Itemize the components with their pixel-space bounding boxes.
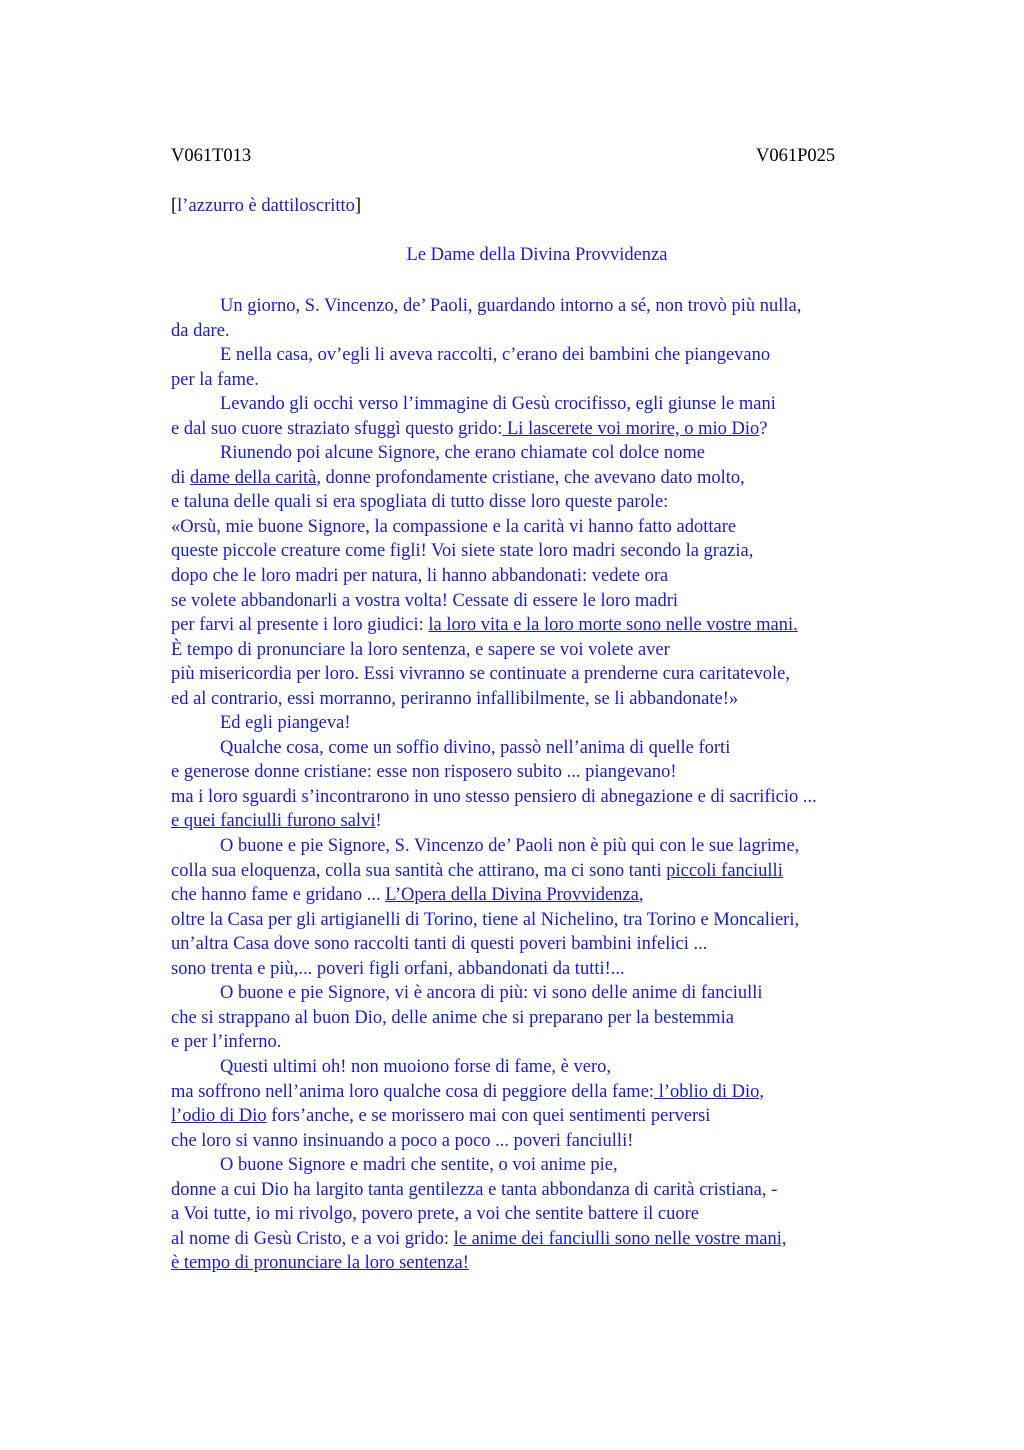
text-line [171,1202,911,1227]
text-run: Riunendo poi alcune Signore, che erano chiamate col dolce nome [220,443,705,464]
text-line [171,932,911,957]
text-line [171,294,911,319]
header-right-code: V061P025 [756,146,836,166]
text-run: «Orsù, mie buone Signore, la compassione e la carità vi hanno fatto adottare [171,516,737,537]
underlined-text: l’odio di Dio [171,1106,267,1127]
text-line [171,343,911,368]
text-line [171,417,911,442]
text-run: fors’anche, e se morissero mai con quei sentimenti perversi [266,1106,711,1127]
underlined-text: piccoli fanciulli [666,860,783,881]
text-line [171,638,911,663]
text-run: per farvi al presente i loro giudici: [171,615,429,636]
text-run: Levando gli occhi verso l’immagine di Gesù crocifisso, egli giunse le mani [220,394,776,415]
document-title: Le Dame della Divina Provvidenza [406,245,668,265]
underlined-text: è tempo di pronunciare la loro sentenza! [171,1253,469,1274]
text-line [171,1080,911,1105]
text-run: oltre la Casa per gli artigianelli di Torino, tiene al Nichelino, tra Torino e Moncalieri, [171,909,800,930]
text-run: un’altra Casa dove sono raccolti tanti di questi poveri bambini infelici ... [171,934,708,955]
text-run: che hanno fame e gridano ... [171,885,386,906]
underlined-text: le anime dei fanciulli sono nelle vostre mani, [453,1228,787,1249]
text-run: Questi ultimi oh! non muoiono forse di fame, è vero, [220,1056,611,1077]
text-line [171,809,911,834]
text-run: È tempo di pronunciare la loro sentenza, e sapere se voi volete aver [171,639,670,660]
text-line [171,392,911,417]
text-run: a Voi tutte, io mi rivolgo, povero prete, a voi che sentite battere il cuore [171,1204,699,1225]
text-line [171,490,911,515]
text-line [171,1153,911,1178]
text-run: e dal suo cuore straziato sfuggì questo grido: [171,418,503,439]
text-line [171,834,911,859]
text-line [171,908,911,933]
underlined-text: la loro vita e la loro morte sono nelle vostre mani. [428,615,798,636]
document-body [171,294,911,1276]
text-line [171,981,911,1006]
text-line [171,957,911,982]
text-line [171,760,911,785]
text-line [171,1178,911,1203]
text-line [171,1030,911,1055]
text-line [171,736,911,761]
text-line [171,319,911,344]
text-line [171,539,911,564]
text-run: più misericordia per loro. Essi vivranno se continuate a prenderne cura caritatevole, [171,664,790,685]
text-line [171,441,911,466]
text-line [171,1129,911,1154]
underlined-text: l’oblio di Dio, [654,1081,765,1102]
text-run: e generose donne cristiane: esse non risposero subito ... piangevano! [171,762,677,783]
text-run: se volete abbandonarli a vostra volta! Cessate di essere le loro madri [171,590,679,611]
text-run: da dare. [171,320,230,341]
text-line [171,711,911,736]
text-line [171,687,911,712]
underlined-text: e quei fanciulli furono salvi [171,811,376,832]
text-run: al nome di Gesù Cristo, e a voi grido: [171,1228,454,1249]
text-run: e taluna delle quali si era spogliata di tutto disse loro queste parole: [171,492,669,513]
text-line [171,368,911,393]
text-run: Ed egli piangeva! [220,713,351,734]
underlined-text: Li lascerete voi morire, o mio Dio [502,418,760,439]
text-run: donne a cui Dio ha largito tanta gentilezza e tanta abbondanza di carità cristiana, - [171,1179,778,1200]
text-run: dopo che le loro madri per natura, li hanno abbandonati: vedete ora [171,566,669,587]
text-run: per la fame. [171,369,259,390]
text-run: di [171,467,191,488]
typewritten-note [171,196,361,217]
text-run: O buone e pie Signore, vi è ancora di più: vi sono delle anime di fanciulli [220,983,763,1004]
text-line [171,613,911,638]
text-run: ed al contrario, essi morranno, periranno infallibilmente, se li abbandonate!» [171,688,739,709]
text-run: ma i loro sguardi s’incontrarono in uno stesso pensiero di abnegazione e di sacrificio ... [171,786,817,807]
text-line [171,1104,911,1129]
text-run: O buone Signore e madri che sentite, o voi anime pie, [220,1155,618,1176]
note-text: l’azzurro è dattiloscritto [177,196,355,216]
text-run: , donne profondamente cristiane, che avevano dato molto, [316,467,745,488]
text-run: E nella casa, ov’egli li aveva raccolti, c’erano dei bambini che piangevano [220,345,771,366]
text-run: Qualche cosa, come un soffio divino, passò nell’anima di quelle forti [220,737,731,758]
text-line [171,515,911,540]
text-run: colla sua eloquenza, colla sua santità che attirano, ma ci sono tanti [171,860,667,881]
text-run: ma soffrono nell’anima loro qualche cosa di peggiore della fame: [171,1081,655,1102]
text-line [171,883,911,908]
text-run: ! [375,811,382,832]
underlined-text: dame della carità [190,467,317,488]
text-run: queste piccole creature come figli! Voi siete state loro madri secondo la grazia, [171,541,754,562]
text-run: Un giorno, S. Vincenzo, de’ Paoli, guardando intorno a sé, non trovò più nulla, [220,296,802,316]
header-left-code: V061T013 [171,146,252,166]
text-line [171,589,911,614]
text-run: , [638,885,644,906]
text-line [171,564,911,589]
text-line [171,466,911,491]
text-line [171,785,911,810]
text-run: e per l’inferno. [171,1032,282,1053]
text-line [171,859,911,884]
text-run: che loro si vanno insinuando a poco a poco ... poveri fanciulli! [171,1130,634,1151]
note-close-bracket: ] [354,196,362,216]
text-line [171,662,911,687]
text-line [171,1006,911,1031]
underlined-text: L’Opera della Divina Provvidenza [385,885,639,906]
note-open-bracket: [ [171,196,178,216]
text-line [171,1055,911,1080]
text-run: O buone e pie Signore, S. Vincenzo de’ Paoli non è più qui con le sue lagrime, [220,836,800,857]
text-line [171,1251,911,1276]
text-run: che si strappano al buon Dio, delle anime che si preparano per la bestemmia [171,1007,735,1028]
text-line [171,1227,911,1252]
text-run: ? [759,418,768,439]
text-run: sono trenta e più,... poveri figli orfani, abbandonati da tutti!... [171,958,625,979]
